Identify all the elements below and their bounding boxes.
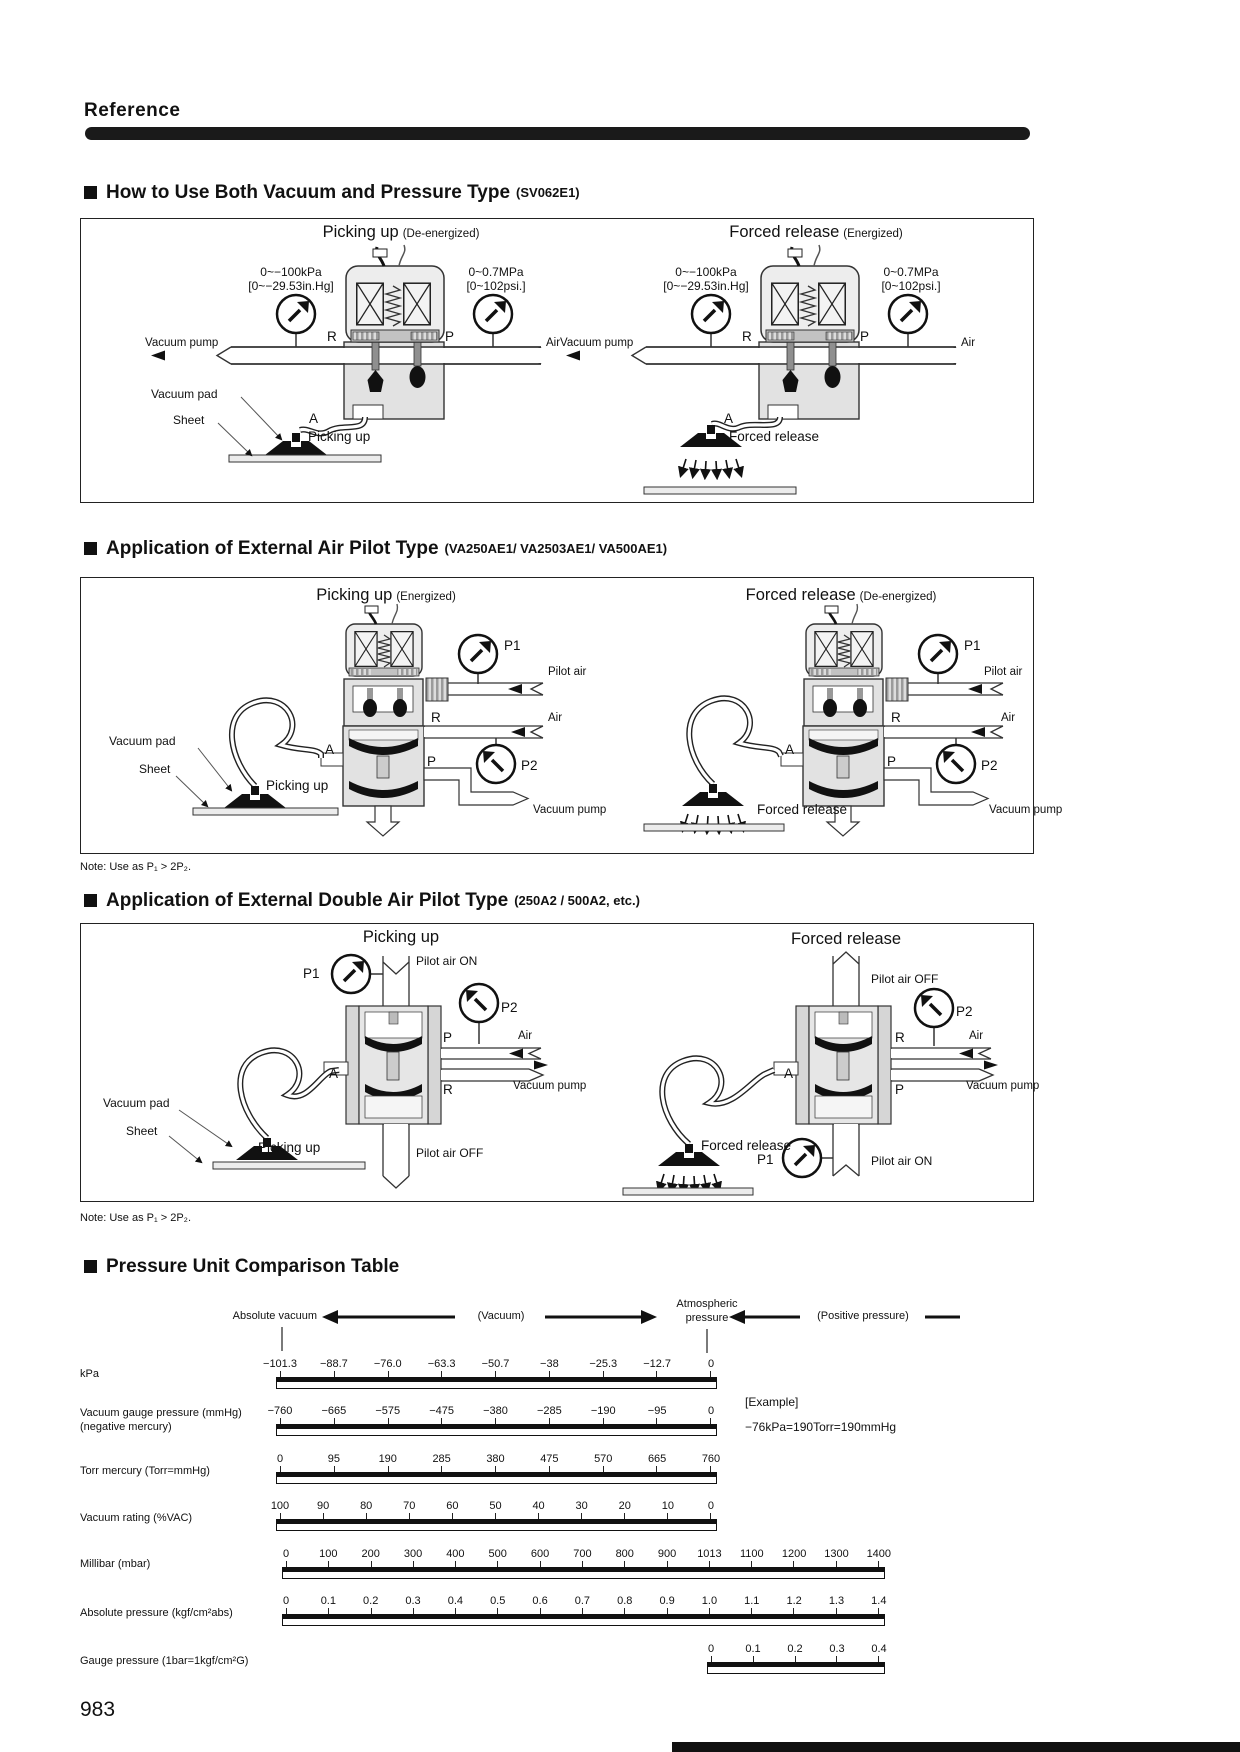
d3-left-action: Picking up bbox=[258, 1140, 321, 1155]
d2-left-state: (Energized) bbox=[396, 591, 456, 603]
d2-left-title-text: Picking up bbox=[316, 586, 393, 604]
pressure-comparison-figure bbox=[0, 1295, 1240, 1705]
d3-left-p1: P1 bbox=[303, 966, 320, 981]
tick-value: 1400 bbox=[866, 1548, 892, 1560]
tick-value: 1.4 bbox=[871, 1595, 887, 1607]
d3-left-p2: P2 bbox=[501, 1000, 518, 1015]
scale-bar bbox=[707, 1662, 885, 1674]
d1-left-prs-range: 0~0.7MPa bbox=[468, 265, 524, 279]
tick-value: −38 bbox=[540, 1358, 559, 1370]
tick-value: 100 bbox=[270, 1500, 290, 1512]
scale-bar bbox=[276, 1377, 717, 1389]
tick-value: 190 bbox=[378, 1453, 397, 1465]
d3-right-port-a: A bbox=[784, 1066, 794, 1081]
d1-left-prs-range2: [0~102psi.] bbox=[466, 279, 526, 293]
tick-value: 600 bbox=[530, 1548, 550, 1560]
diagram1-box bbox=[80, 218, 1034, 503]
tick-value: 0 bbox=[282, 1548, 290, 1560]
tick-value: 1300 bbox=[824, 1548, 849, 1560]
d1-right-action: Forced release bbox=[729, 429, 820, 444]
tick-value: 1013 bbox=[697, 1548, 722, 1560]
scale-label-vac-rating: Vacuum rating (%VAC) bbox=[80, 1512, 193, 1524]
tick-value: 0.3 bbox=[405, 1595, 421, 1607]
d1-left-vac-range: 0~−100kPa bbox=[260, 265, 322, 279]
d1-left-vac-range2: [0~−29.53in.Hg] bbox=[248, 279, 334, 293]
tick-value: 1100 bbox=[739, 1548, 764, 1560]
tick-value: −76.0 bbox=[373, 1358, 402, 1370]
d3-right-title-text: Forced release bbox=[790, 930, 902, 948]
page-number: 983 bbox=[80, 1698, 116, 1721]
scale-row-vac-rating bbox=[0, 1500, 1240, 1542]
d1-left-title bbox=[323, 223, 480, 242]
tick-value: 760 bbox=[701, 1453, 721, 1465]
tick-value: 200 bbox=[361, 1548, 380, 1560]
header-rule bbox=[85, 127, 1030, 140]
d1-left-air-label: Air bbox=[546, 337, 561, 349]
tick-value: 0.1 bbox=[320, 1595, 336, 1607]
scale-label-torr: Torr mercury (Torr=mmHg) bbox=[80, 1465, 210, 1477]
tick-value: 95 bbox=[327, 1453, 340, 1465]
d2-right-title bbox=[746, 586, 937, 605]
scale-bar bbox=[282, 1567, 885, 1579]
section-bullet-icon bbox=[84, 894, 97, 907]
d2-right-port-p: P bbox=[887, 754, 897, 769]
d3-right-pilot-off: Pilot air OFF bbox=[871, 972, 939, 986]
d1-right-port-a: A bbox=[724, 411, 734, 426]
section3-code: (250A2 / 500A2, etc.) bbox=[514, 893, 640, 908]
tick-value: −665 bbox=[321, 1405, 347, 1417]
section4-title: Pressure Unit Comparison Table bbox=[106, 1256, 400, 1277]
d3-left-port-p: P bbox=[443, 1030, 453, 1045]
tick-value: 0 bbox=[707, 1643, 715, 1655]
tick-value: −575 bbox=[375, 1405, 401, 1417]
section-bullet-icon bbox=[84, 1260, 97, 1273]
vacuum-label: (Vacuum) bbox=[477, 1310, 525, 1322]
scale-bar bbox=[282, 1614, 885, 1626]
tick-value: 1.3 bbox=[828, 1595, 845, 1607]
scale-label-millibar: Millibar (mbar) bbox=[80, 1558, 151, 1570]
d2-right-action: Forced release bbox=[757, 802, 848, 817]
tick-value: 900 bbox=[657, 1548, 677, 1560]
scale-strip bbox=[267, 1405, 715, 1436]
d3-vacuum-pad-label: Vacuum pad bbox=[103, 1096, 170, 1110]
figure-annotations bbox=[0, 1295, 1000, 1365]
diagram3-box bbox=[80, 923, 1040, 1202]
scale-strip bbox=[282, 1595, 887, 1626]
tick-value: 665 bbox=[647, 1453, 667, 1465]
tick-value: 0.7 bbox=[574, 1595, 591, 1607]
tick-value: 300 bbox=[403, 1548, 423, 1560]
d2-left-pump-label: Vacuum pump bbox=[533, 804, 607, 816]
d2-right-p2: P2 bbox=[981, 758, 998, 773]
footer-bar bbox=[672, 1742, 1240, 1752]
d1-right-vac-range2: [0~−29.53in.Hg] bbox=[663, 279, 749, 293]
scale-strip bbox=[707, 1643, 887, 1674]
section2-code: (VA250AE1/ VA2503AE1/ VA500AE1) bbox=[444, 541, 668, 556]
d3-right-air-label: Air bbox=[969, 1030, 984, 1042]
tick-value: 0.4 bbox=[447, 1595, 464, 1607]
d1-left-port-a: A bbox=[309, 411, 319, 426]
tick-value: 70 bbox=[403, 1500, 416, 1512]
d1-right-port-p: P bbox=[860, 329, 870, 344]
tick-value: 700 bbox=[573, 1548, 592, 1560]
d2-right-title-text: Forced release bbox=[745, 586, 856, 604]
d1-right-prs-range: 0~0.7MPa bbox=[883, 265, 939, 279]
d2-left-action: Picking up bbox=[266, 778, 329, 793]
scale-label-absolute: Absolute pressure (kgf/cm²abs) bbox=[80, 1607, 233, 1619]
d2-left-title bbox=[316, 586, 456, 605]
tick-value: −190 bbox=[590, 1405, 616, 1417]
d2-left-port-r: R bbox=[431, 710, 441, 725]
d1-right-title-text: Forced release bbox=[729, 223, 840, 241]
d3-left-title-text: Picking up bbox=[362, 928, 440, 946]
d3-left-pilot-on: Pilot air ON bbox=[416, 954, 478, 968]
tick-value: 1.0 bbox=[701, 1595, 718, 1607]
d2-left-pilot-label: Pilot air bbox=[548, 666, 587, 678]
scale-bar bbox=[276, 1519, 717, 1531]
d1-right-vac-range: 0~−100kPa bbox=[675, 265, 737, 279]
tick-value: 1.1 bbox=[744, 1595, 760, 1607]
d2-left-p2: P2 bbox=[521, 758, 538, 773]
d1-right-title bbox=[729, 223, 903, 242]
example-value: −76kPa=190Torr=190mmHg bbox=[745, 1420, 897, 1434]
scale-label-mmhg-2: (negative mercury) bbox=[80, 1421, 172, 1433]
tick-value: 0.4 bbox=[871, 1643, 887, 1655]
d3-right-p1: P1 bbox=[757, 1152, 774, 1167]
d3-right-pump-label: Vacuum pump bbox=[966, 1080, 1040, 1092]
section1-heading bbox=[84, 182, 580, 204]
scale-row-absolute bbox=[0, 1595, 1240, 1637]
tick-value: 380 bbox=[486, 1453, 505, 1465]
section3-title: Application of External Double Air Pilot Type bbox=[106, 890, 509, 911]
d1-right-air-label: Air bbox=[961, 337, 976, 349]
d2-right-air-label: Air bbox=[1001, 712, 1016, 724]
d3-right-title bbox=[791, 930, 901, 949]
d2-left-p1: P1 bbox=[504, 638, 521, 653]
note1: Note: Use as P₁ > 2P₂. bbox=[80, 861, 192, 873]
tick-value: 475 bbox=[540, 1453, 559, 1465]
d1-left-pump-label: Vacuum pump bbox=[145, 337, 219, 349]
d1-left-port-r: R bbox=[327, 329, 337, 344]
d3-right-port-p: P bbox=[895, 1082, 905, 1097]
scale-strip bbox=[263, 1358, 715, 1389]
d3-right-pilot-on: Pilot air ON bbox=[871, 1154, 933, 1168]
section4-heading bbox=[84, 1256, 399, 1278]
tick-value: 90 bbox=[316, 1500, 330, 1512]
tick-value: 40 bbox=[532, 1500, 545, 1512]
scale-row-millibar bbox=[0, 1548, 1240, 1590]
tick-value: 0.9 bbox=[659, 1595, 675, 1607]
tick-value: 10 bbox=[661, 1500, 674, 1512]
scale-row-torr bbox=[0, 1453, 1240, 1495]
page-title: Reference bbox=[84, 100, 181, 121]
tick-value: −380 bbox=[483, 1405, 508, 1417]
d2-vacuum-pad-label: Vacuum pad bbox=[109, 734, 176, 748]
d1-right-pump-label: Vacuum pump bbox=[560, 337, 634, 349]
tick-value: 0.8 bbox=[617, 1595, 633, 1607]
d2-right-state: (De-energized) bbox=[859, 591, 937, 603]
section-bullet-icon bbox=[84, 186, 97, 199]
tick-value: −12.7 bbox=[643, 1358, 672, 1370]
diagram1-graphic bbox=[81, 219, 1030, 499]
tick-value: 0 bbox=[707, 1358, 715, 1370]
tick-value: 0.1 bbox=[745, 1643, 761, 1655]
tick-value: 0.6 bbox=[532, 1595, 548, 1607]
atmospheric-label-2: pressure bbox=[685, 1312, 729, 1324]
d2-right-port-a: A bbox=[785, 742, 795, 757]
scale-bar bbox=[276, 1472, 717, 1484]
tick-value: 285 bbox=[432, 1453, 451, 1465]
d1-vacuum-pad-label: Vacuum pad bbox=[151, 387, 218, 401]
section-bullet-icon bbox=[84, 542, 97, 555]
section1-title: How to Use Both Vacuum and Pressure Type bbox=[106, 182, 511, 203]
diagram2-box bbox=[80, 577, 1063, 854]
tick-value: −760 bbox=[267, 1405, 293, 1417]
tick-value: 0.2 bbox=[363, 1595, 379, 1607]
tick-value: 20 bbox=[618, 1500, 631, 1512]
tick-value: −88.7 bbox=[319, 1358, 348, 1370]
tick-value: −63.3 bbox=[427, 1358, 456, 1370]
tick-value: 50 bbox=[489, 1500, 502, 1512]
d3-left-port-a: A bbox=[329, 1066, 339, 1081]
tick-value: 1200 bbox=[781, 1548, 807, 1560]
tick-value: −101.3 bbox=[263, 1358, 297, 1370]
d3-right-p2: P2 bbox=[956, 1004, 973, 1019]
tick-value: −475 bbox=[429, 1405, 455, 1417]
tick-value: 80 bbox=[360, 1500, 373, 1512]
scale-strip bbox=[276, 1453, 721, 1484]
d1-right-state: (Energized) bbox=[843, 228, 903, 240]
d2-right-pump-label: Vacuum pump bbox=[989, 804, 1063, 816]
d2-sheet-label: Sheet bbox=[139, 762, 171, 776]
d3-left-air-label: Air bbox=[518, 1030, 533, 1042]
example-title: [Example] bbox=[745, 1395, 799, 1409]
abs-vacuum-label: Absolute vacuum bbox=[232, 1310, 317, 1322]
positive-pressure-label: (Positive pressure) bbox=[817, 1310, 909, 1322]
tick-value: 0.5 bbox=[490, 1595, 506, 1607]
scale-strip bbox=[270, 1500, 714, 1531]
d3-left-pump-label: Vacuum pump bbox=[513, 1080, 587, 1092]
tick-value: 0 bbox=[707, 1500, 714, 1512]
d1-right-port-r: R bbox=[742, 329, 752, 344]
d2-left-port-a: A bbox=[325, 742, 335, 757]
scale-label-gauge: Gauge pressure (1bar=1kgf/cm²G) bbox=[80, 1655, 249, 1667]
scale-label-kpa: kPa bbox=[80, 1368, 99, 1380]
tick-value: 0 bbox=[282, 1595, 290, 1607]
d3-left-title bbox=[363, 928, 439, 947]
tick-value: 1.2 bbox=[786, 1595, 802, 1607]
tick-value: −95 bbox=[647, 1405, 667, 1417]
tick-value: 60 bbox=[446, 1500, 459, 1512]
d1-left-port-p: P bbox=[445, 329, 455, 344]
tick-value: 30 bbox=[575, 1500, 588, 1512]
tick-value: −285 bbox=[536, 1405, 562, 1417]
d2-right-p1: P1 bbox=[964, 638, 981, 653]
tick-value: 0.3 bbox=[829, 1643, 845, 1655]
scale-bar bbox=[276, 1424, 717, 1436]
tick-value: 570 bbox=[594, 1453, 613, 1465]
d3-sheet-label: Sheet bbox=[126, 1124, 158, 1138]
scale-label-mmhg: Vacuum gauge pressure (mmHg) bbox=[80, 1407, 242, 1419]
section1-code: (SV062E1) bbox=[516, 185, 580, 200]
d3-right-port-r: R bbox=[895, 1030, 905, 1045]
d1-left-title-text: Picking up bbox=[322, 223, 399, 241]
tick-value: 800 bbox=[615, 1548, 634, 1560]
tick-value: −50.7 bbox=[481, 1358, 510, 1370]
atmospheric-label-1: Atmospheric bbox=[676, 1298, 738, 1310]
section2-heading bbox=[84, 538, 667, 560]
tick-value: 400 bbox=[446, 1548, 465, 1560]
d1-left-action: Picking up bbox=[308, 429, 371, 444]
scale-row-kpa bbox=[0, 1358, 1240, 1400]
d3-left-pilot-off: Pilot air OFF bbox=[416, 1146, 484, 1160]
tick-value: −25.3 bbox=[589, 1358, 618, 1370]
d1-right-prs-range2: [0~102psi.] bbox=[881, 279, 941, 293]
scale-row-gauge bbox=[0, 1643, 1240, 1685]
tick-value: 0.2 bbox=[787, 1643, 803, 1655]
section2-title: Application of External Air Pilot Type bbox=[106, 538, 439, 559]
d2-right-port-r: R bbox=[891, 710, 901, 725]
d1-left-state: (De-energized) bbox=[402, 228, 480, 240]
d3-left-port-r: R bbox=[443, 1082, 453, 1097]
d1-sheet-label: Sheet bbox=[173, 413, 205, 427]
d2-right-pilot-label: Pilot air bbox=[984, 666, 1023, 678]
d3-right-action: Forced release bbox=[701, 1138, 792, 1153]
tick-value: 100 bbox=[319, 1548, 338, 1560]
tick-value: 0 bbox=[276, 1453, 284, 1465]
note2: Note: Use as P₁ > 2P₂. bbox=[80, 1212, 192, 1224]
tick-value: 0 bbox=[707, 1405, 715, 1417]
d2-left-port-p: P bbox=[427, 754, 437, 769]
scale-row-mmhg bbox=[0, 1405, 1240, 1447]
scale-strip bbox=[282, 1548, 892, 1579]
tick-value: 500 bbox=[488, 1548, 507, 1560]
section3-heading bbox=[84, 890, 640, 912]
d2-left-air-label: Air bbox=[548, 712, 563, 724]
